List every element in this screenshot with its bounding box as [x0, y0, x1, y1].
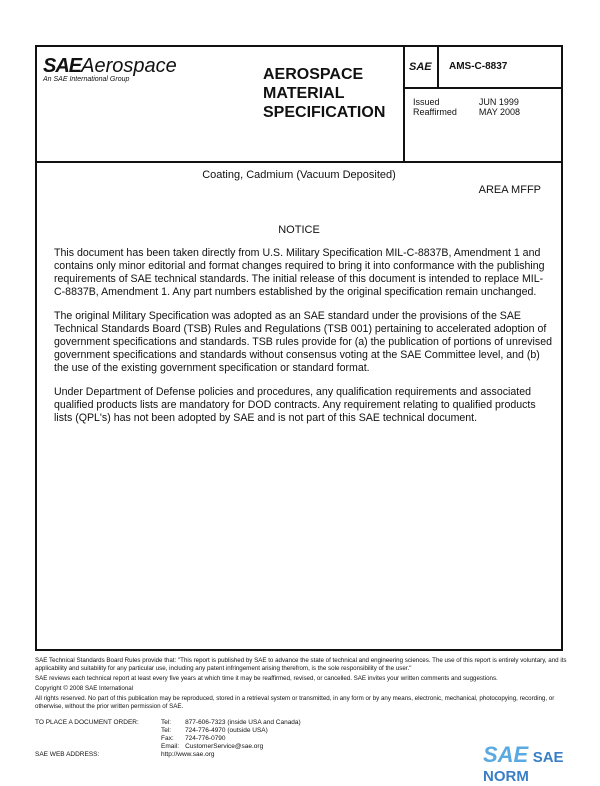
- issued-date: JUN 1999: [478, 97, 519, 107]
- sae-norm-watermark: [483, 742, 600, 786]
- copyright: Copyright © 2008 SAE International: [35, 685, 134, 692]
- watermark-text: SAE NORM: [483, 749, 564, 785]
- order-info: [35, 719, 307, 759]
- document-frame: [35, 45, 563, 651]
- contact-label: Email:: [161, 743, 180, 750]
- legal-footer: [35, 657, 570, 713]
- title-line: MATERIAL: [263, 85, 345, 102]
- logo-aerospace: Aerospace: [81, 55, 177, 77]
- order-label: TO PLACE A DOCUMENT ORDER:: [35, 719, 139, 726]
- footer-text: SAE Technical Standards Board Rules provide that: "This report is published by SAE to advance the state of technical and engineering sciences. The use of this report is entirely voluntary, and its applicability and suitability for any particular use, including any patent infringement arising therefrom, is the sole responsibility of the user.": [35, 657, 567, 672]
- reaffirmed-date: MAY 2008: [478, 107, 521, 117]
- sae-aerospace-logo: [43, 55, 177, 83]
- title-line: AEROSPACE: [263, 66, 364, 83]
- phone: 724-776-4970 (outside USA): [185, 727, 268, 734]
- notice-body: [54, 247, 554, 436]
- paragraph: The original Military Specification was adopted as an SAE standard under the provisions of the SAE Technical Standards Board (TSB) Rules and Regulations (TSB 001) pertaining to accelerated adoption of government specifications and standards. TSB rules provide for (a) the publication of portions of unrevised government specifications and standards without consensus voting at the SAE Committee level, and (b) the use of the existing government specification or standard format.: [54, 310, 552, 374]
- footer-text: SAE reviews each technical report at least every five years at which time it may be reaffirmed, revised, or cancelled. SAE invites your written comments and suggestions.: [35, 675, 498, 682]
- divider: [403, 47, 405, 161]
- area-code: AREA MFFP: [478, 184, 541, 196]
- document-subject: Coating, Cadmium (Vacuum Deposited): [202, 169, 396, 181]
- reaffirmed-label: Reaffirmed: [413, 107, 457, 117]
- sae-mark: SAE: [409, 61, 432, 73]
- web-label: SAE WEB ADDRESS:: [35, 751, 100, 758]
- logo-sae: SAE: [43, 55, 82, 77]
- email-link[interactable]: CustomerService@sae.org: [185, 743, 264, 750]
- divider: [403, 87, 561, 89]
- dates-table: [413, 97, 542, 117]
- issued-label: Issued: [413, 97, 440, 107]
- footer-text: All rights reserved. No part of this publication may be reproduced, stored in a retrieval system or transmitted, in any form or by any means, electronic, mechanical, photocopying, recording, or otherwise, without the prior written permission of SAE.: [35, 695, 555, 710]
- watermark-logo: SAE: [483, 742, 529, 767]
- paragraph: This document has been taken directly from U.S. Military Specification MIL-C-8837B, Amendment 1 and contains only minor editorial and format changes required to bring it into conformance with the publishing requirements of SAE technical standards. The initial release of this document is intended to replace MIL-C-8837B, Amendment 1. Any part numbers established by the original specification remain unchanged.: [54, 247, 545, 298]
- spec-title: [263, 65, 385, 122]
- paragraph: Under Department of Defense policies and procedures, any qualification requirements and associated qualified products lists are mandatory for DOD contracts. Any requirement relating to qualified products lists (QPL's) has not been adopted by SAE and is not part of this SAE technical document.: [54, 386, 536, 424]
- fax: 724-776-0790: [185, 735, 226, 742]
- web-link[interactable]: http://www.sae.org: [161, 751, 215, 758]
- contact-label: Tel:: [161, 719, 172, 726]
- document-number: AMS-C-8837: [449, 61, 508, 72]
- contact-label: Fax:: [161, 735, 174, 742]
- contact-label: Tel:: [161, 727, 172, 734]
- header-block: [37, 47, 561, 163]
- notice-heading: NOTICE: [278, 224, 320, 236]
- phone: 877-606-7323 (inside USA and Canada): [185, 719, 301, 726]
- logo-subtitle: An SAE International Group: [43, 76, 130, 83]
- divider: [437, 47, 439, 87]
- title-line: SPECIFICATION: [263, 104, 386, 121]
